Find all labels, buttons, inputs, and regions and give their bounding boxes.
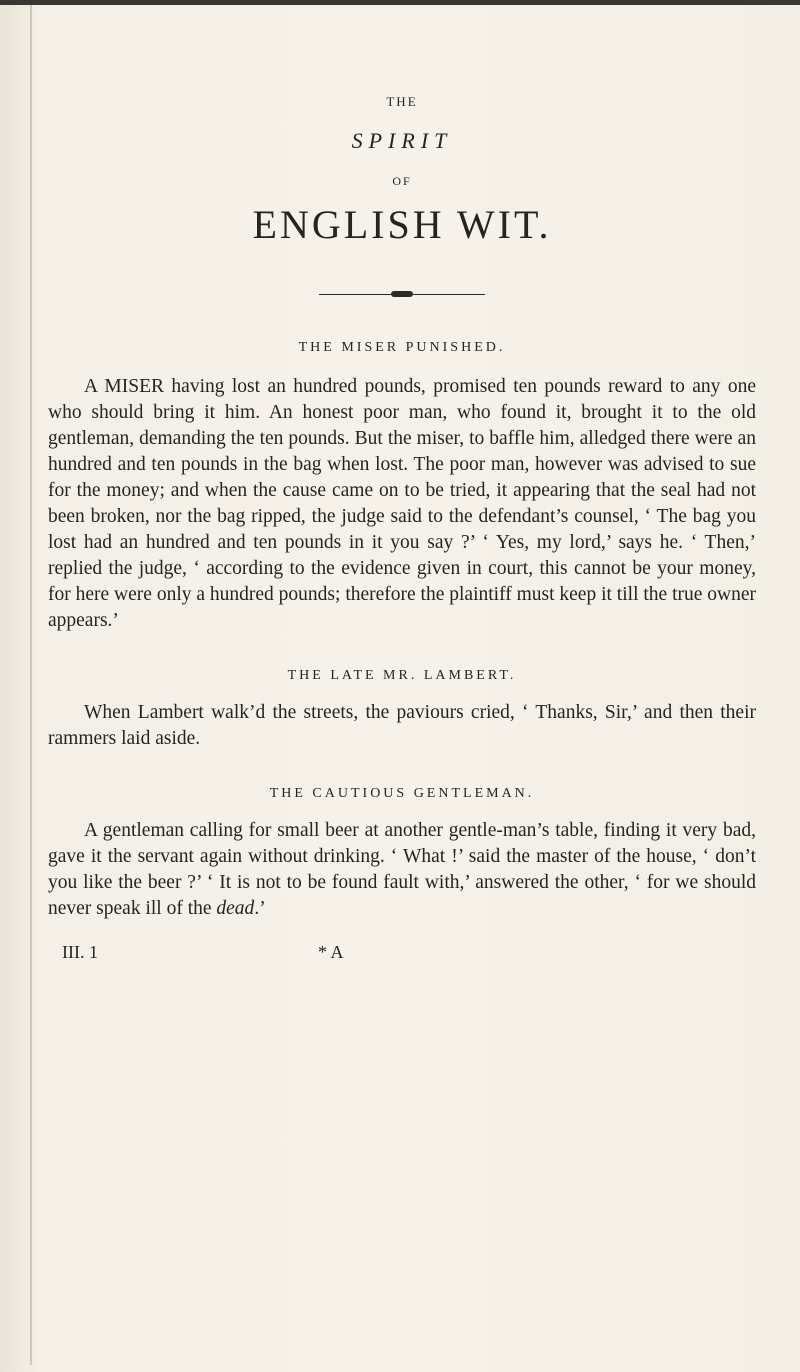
top-border (0, 0, 800, 5)
paragraph-gentleman-end: .’ (254, 898, 266, 919)
book-title: ENGLISH WIT. (252, 202, 552, 247)
paragraph-gentleman (48, 818, 756, 922)
ornament-knot (391, 291, 413, 297)
ornament-divider (48, 288, 756, 300)
section-heading-miser: THE MISER PUNISHED. (298, 340, 506, 355)
section-heading-lambert: THE LATE MR. LAMBERT. (287, 668, 517, 683)
title-spirit: SPIRIT (351, 128, 453, 153)
paragraph-gentleman-italic: dead (216, 898, 255, 919)
page-footer (48, 942, 756, 963)
page-content (48, 60, 756, 963)
signature-mark: * A (317, 941, 344, 962)
title-the: THE (386, 94, 418, 109)
ornament-line-right (413, 294, 485, 295)
ornament-line-left (319, 294, 391, 295)
paragraph-miser: A MISER having lost an hundred pounds, promised ten pounds reward to any one who should bring it him. An honest poor man, who found it, brought it to the old gentleman, demanding the ten pounds. But the miser, to baffle him, alledged there were an hundred and ten pounds in the bag when lost. The poor man, however was advised to sue for the money; and when the cause came on to be tried, it appearing that the seal had not been broken, nor the bag ripped, the judge said to the defendant’s counsel, ‘ The bag you lost had an hundred and ten pounds in it you say ?’ ‘ Yes, my lord,’ says he. ‘ Then,’ replied the judge, ‘ according to the evidence given in court, this cannot be your money, for here were only a hundred pounds; therefore the plaintiff must keep it till the true owner appears.’ (48, 376, 756, 631)
section-heading-gentleman: THE CAUTIOUS GENTLEMAN. (269, 786, 535, 801)
title-of: OF (392, 174, 412, 188)
volume-number: III. 1 (62, 941, 98, 962)
paragraph-gentleman-text: A gentleman calling for small beer at another gentle-man’s table, finding it very bad, gave it the servant again without drinking. ‘ What !’ said the master of the house, ‘ don’t you like the beer ?’ ‘ It is not to be found fault with,’ answered the other, ‘ for we should never speak ill of the (48, 820, 756, 919)
binding-edge (30, 5, 32, 1365)
paragraph-lambert: When Lambert walk’d the streets, the paviours cried, ‘ Thanks, Sir,’ and then their rammers laid aside. (48, 702, 756, 749)
